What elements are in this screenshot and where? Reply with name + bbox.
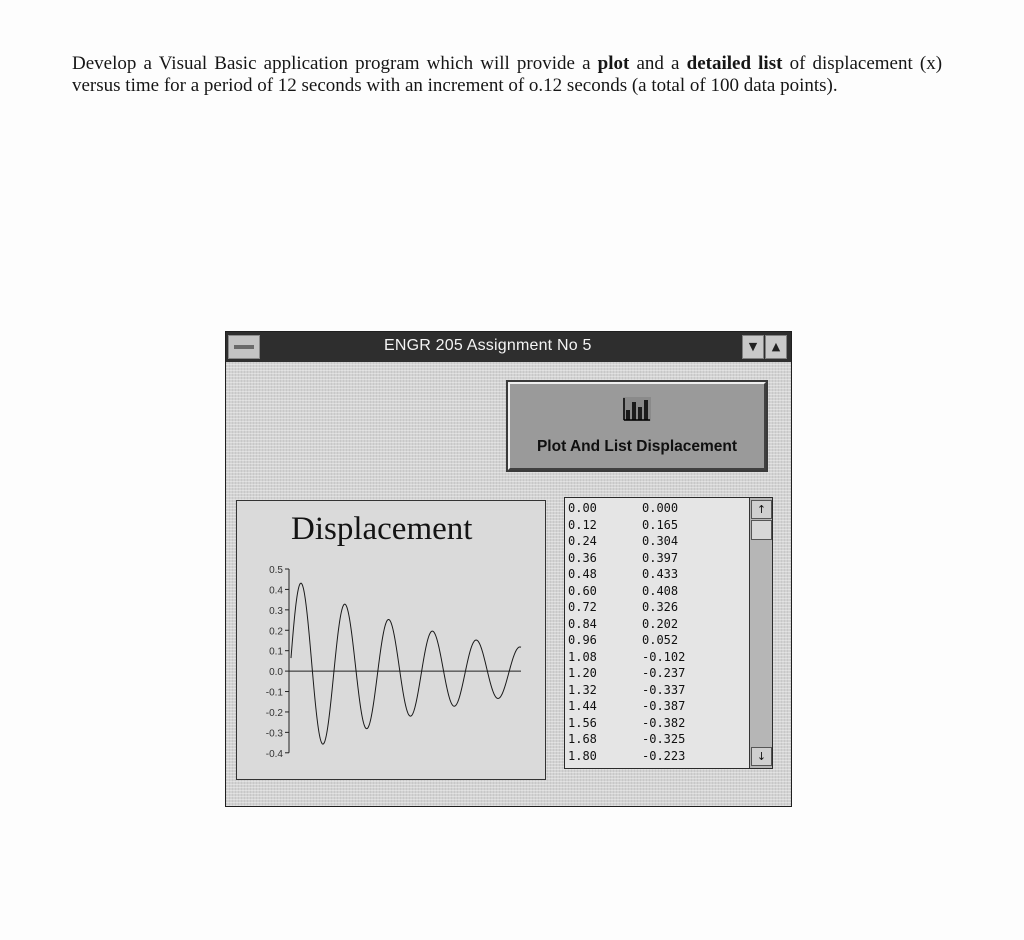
list-item[interactable] xyxy=(565,500,749,517)
plot-and-list-displacement-button[interactable] xyxy=(508,382,766,470)
displacement-value: -0.102 xyxy=(642,649,686,664)
time-value: 1.68 xyxy=(568,732,597,746)
displacement-value: 0.052 xyxy=(642,633,679,647)
system-menu-icon[interactable] xyxy=(228,335,260,359)
list-item[interactable] xyxy=(565,632,749,649)
time-value: 0.96 xyxy=(568,633,597,647)
list-item[interactable] xyxy=(565,665,749,682)
time-value: 0.84 xyxy=(568,616,597,631)
displacement-value: -0.223 xyxy=(642,748,686,763)
list-item[interactable] xyxy=(565,616,749,633)
y-tick-label: 0.1 xyxy=(269,646,283,658)
displacement-value: 0.000 xyxy=(642,501,679,515)
displacement-curve xyxy=(291,583,521,744)
list-item[interactable] xyxy=(565,550,749,567)
y-tick-label: -0.2 xyxy=(265,707,283,719)
time-value: 1.44 xyxy=(568,699,597,713)
y-tick-label: 0.2 xyxy=(269,626,283,638)
list-scrollbar[interactable] xyxy=(749,498,772,768)
displacement-graph xyxy=(236,500,546,780)
title-bar[interactable] xyxy=(226,332,791,362)
system-menu-bar-glyph xyxy=(234,345,254,349)
list-item[interactable] xyxy=(565,682,749,699)
list-item[interactable] xyxy=(565,583,749,600)
y-tick-label: -0.3 xyxy=(265,728,283,740)
list-item[interactable] xyxy=(565,748,749,765)
displacement-value: 0.202 xyxy=(642,616,679,631)
displacement-value: 0.165 xyxy=(642,517,679,532)
displacement-list[interactable] xyxy=(564,497,773,769)
time-value: 0.60 xyxy=(568,583,597,598)
maximize-button[interactable]: ▲ xyxy=(765,335,787,359)
displacement-value: -0.325 xyxy=(642,732,686,746)
bar-chart-icon xyxy=(622,396,652,422)
time-value: 0.72 xyxy=(568,600,597,614)
y-tick-label: 0.5 xyxy=(269,565,283,576)
time-value: 1.80 xyxy=(568,748,597,763)
plot-button-label: Plot And List Displacement xyxy=(536,438,738,455)
intro-text-3: of displacement (x) versus time for a period of 12 seconds with an increment of o.12 seconds (a total of 100 data points). xyxy=(72,53,943,96)
intro-text-1: Develop a Visual Basic application program which will provide a xyxy=(72,53,591,74)
time-value: 1.08 xyxy=(568,649,597,664)
list-rows xyxy=(565,500,749,764)
displacement-value: 0.433 xyxy=(642,567,679,581)
intro-text-2: and a xyxy=(636,53,680,74)
scroll-down-button[interactable]: ↓ xyxy=(751,747,772,766)
time-value: 1.56 xyxy=(568,715,597,730)
scroll-thumb[interactable] xyxy=(751,520,772,540)
list-item[interactable] xyxy=(565,698,749,715)
time-value: 0.24 xyxy=(568,534,597,548)
y-tick-label: 0.4 xyxy=(269,585,283,597)
time-value: 1.20 xyxy=(568,666,597,680)
time-value: 1.32 xyxy=(568,682,597,697)
window-title: ENGR 205 Assignment No 5 xyxy=(384,337,592,354)
list-item[interactable] xyxy=(565,649,749,666)
list-item[interactable] xyxy=(565,731,749,748)
graph-plot-area xyxy=(237,501,545,779)
scroll-up-button[interactable]: ↑ xyxy=(751,500,772,519)
intro-bold-plot: plot xyxy=(597,53,630,74)
intro-bold-detailed-list: detailed list xyxy=(686,53,783,74)
displacement-value: 0.397 xyxy=(642,550,679,565)
list-item[interactable] xyxy=(565,517,749,534)
y-tick-label: -0.4 xyxy=(265,748,283,760)
graph-title: Displacement xyxy=(291,511,473,547)
displacement-value: -0.337 xyxy=(642,682,686,697)
list-item[interactable] xyxy=(565,715,749,732)
displacement-value: -0.382 xyxy=(642,715,686,730)
y-tick-label: -0.1 xyxy=(265,687,283,699)
app-window xyxy=(225,331,792,807)
displacement-value: -0.387 xyxy=(642,699,686,713)
assignment-description xyxy=(72,53,942,97)
displacement-value: -0.237 xyxy=(642,666,686,680)
time-value: 0.12 xyxy=(568,517,597,532)
list-item[interactable] xyxy=(565,533,749,550)
minimize-button[interactable]: ▼ xyxy=(742,335,764,359)
time-value: 0.00 xyxy=(568,501,597,515)
time-value: 0.36 xyxy=(568,550,597,565)
list-item[interactable] xyxy=(565,566,749,583)
y-tick-label: 0.0 xyxy=(269,667,283,679)
displacement-value: 0.326 xyxy=(642,600,679,614)
y-tick-label: 0.3 xyxy=(269,605,283,617)
list-item[interactable] xyxy=(565,599,749,616)
time-value: 0.48 xyxy=(568,567,597,581)
displacement-value: 0.408 xyxy=(642,583,679,598)
displacement-value: 0.304 xyxy=(642,534,679,548)
